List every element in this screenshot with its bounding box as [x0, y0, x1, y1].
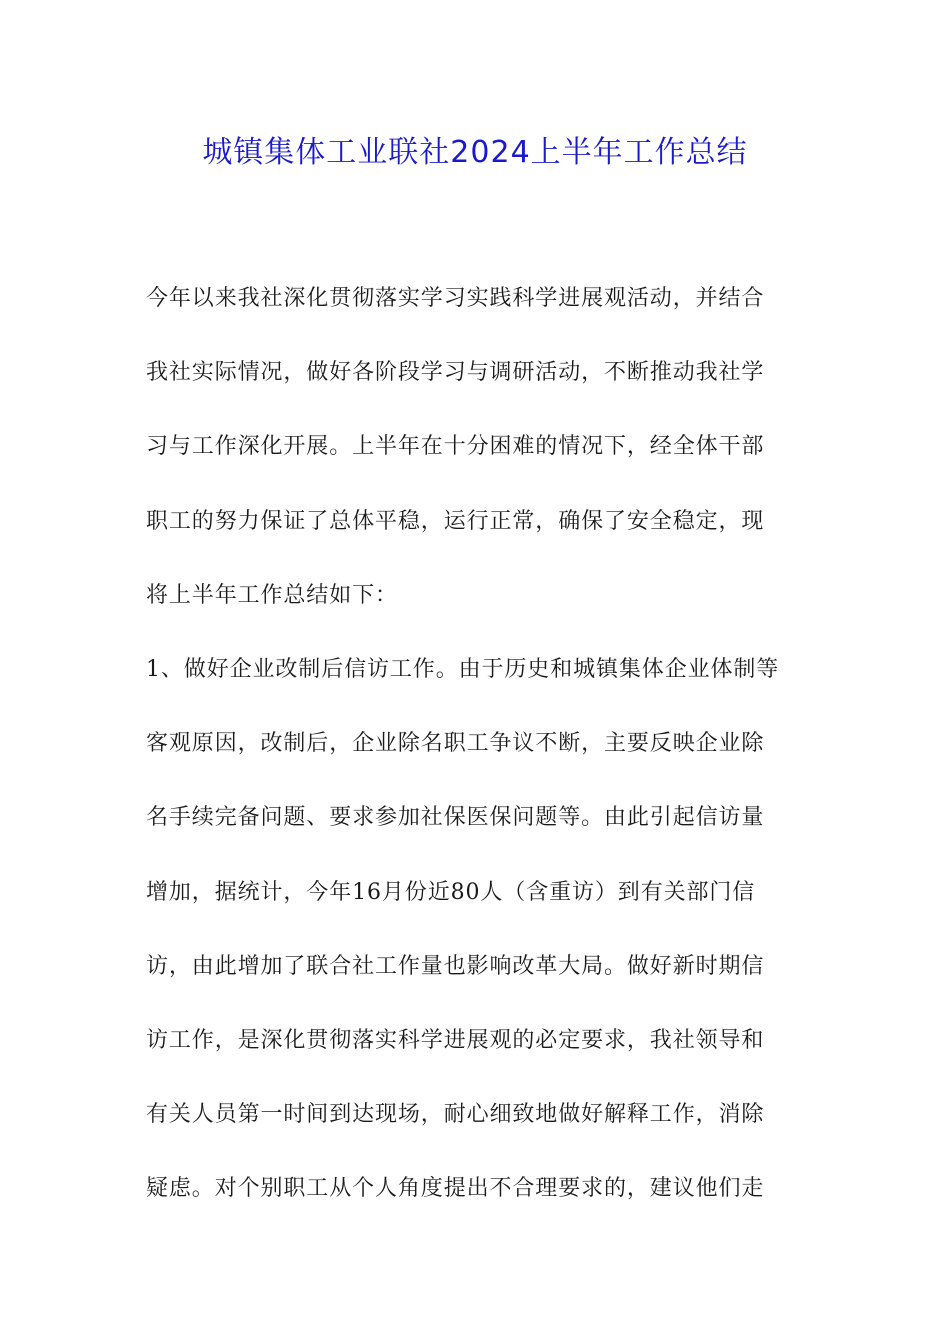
text-line: 今年以来我社深化贯彻落实学习实践科学进展观活动，并结合 [146, 286, 765, 311]
paragraph-intro [146, 262, 806, 633]
paragraph-item-1 [146, 633, 806, 1227]
document-body [146, 262, 806, 1226]
text-line: 疑虑。对个别职工从个人角度提出不合理要求的，建议他们走 [146, 1176, 765, 1202]
text-line: 访，由此增加了联合社工作量也影响改革大局。做好新时期信 [146, 953, 765, 979]
text-line: 习与工作深化开展。上半年在十分困难的情况下，经全体干部 [146, 434, 765, 460]
text-line: 1、做好企业改制后信访工作。由于历史和城镇集体企业体制等 [146, 656, 780, 682]
document-title: 城镇集体工业联社2024上半年工作总结 [202, 135, 748, 170]
text-line: 有关人员第一时间到达现场，耐心细致地做好解释工作，消除 [146, 1102, 765, 1128]
text-line: 访工作，是深化贯彻落实科学进展观的必定要求，我社领导和 [146, 1027, 765, 1053]
text-line: 名手续完备问题、要求参加社保医保问题等。由此引起信访量 [146, 805, 765, 831]
text-line: 客观原因，改制后，企业除名职工争议不断，主要反映企业除 [146, 731, 765, 757]
text-line: 增加，据统计，今年16月份近80人（含重访）到有关部门信 [146, 879, 756, 905]
text-line: 将上半年工作总结如下： [146, 582, 398, 608]
text-line: 我社实际情况，做好各阶段学习与调研活动，不断推动我社学 [146, 360, 765, 386]
text-line: 职工的努力保证了总体平稳，运行正常，确保了安全稳定，现 [146, 508, 765, 534]
